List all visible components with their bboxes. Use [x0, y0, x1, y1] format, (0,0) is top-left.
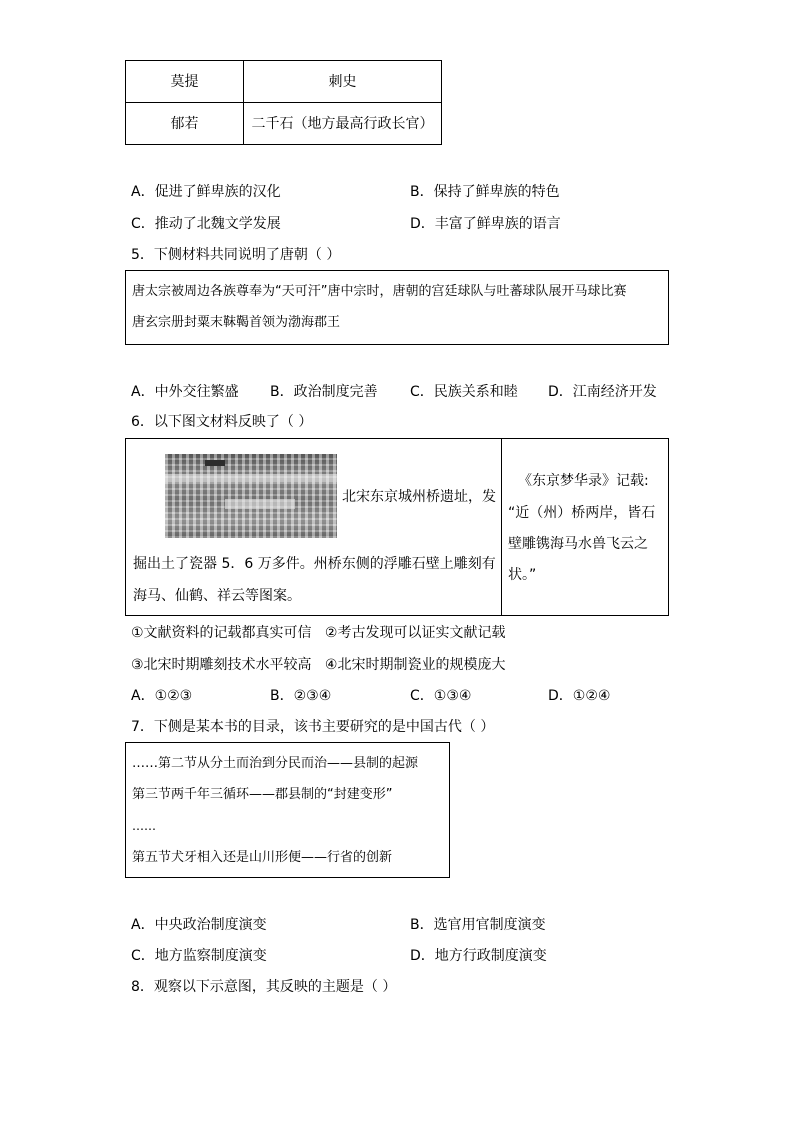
q6-divider [501, 438, 502, 616]
q6-right-text-line: “近（州）桥两岸，皆石 [508, 505, 656, 521]
q7-toc-line: ……第二节从分土而治到分民而治——县制的起源 [132, 756, 419, 771]
q7-option-c[interactable]: C．地方监察制度演变 [131, 948, 267, 964]
q7-toc-line: 第五节犬牙相入还是山川形便——行省的创新 [132, 850, 393, 865]
q6-option-a[interactable]: A．①②③ [131, 688, 193, 704]
q5-option-d[interactable]: D．江南经济开发 [548, 384, 657, 400]
table-cell-role: 刺史 [244, 61, 442, 103]
q5-option-a[interactable]: A．中外交往繁盛 [131, 384, 239, 400]
official-title-table [125, 60, 442, 145]
q6-option-b[interactable]: B．②③④ [270, 688, 332, 704]
q6-left-text-line: 掘出土了瓷器 5．6 万多件。州桥东侧的浮雕石壁上雕刻有 [133, 556, 496, 572]
q7-toc-line: …… [132, 819, 156, 833]
q6-option-c[interactable]: C．①③④ [410, 688, 472, 704]
q6-right-text-line: 《东京梦华录》记载: [518, 473, 649, 489]
q7-option-a[interactable]: A．中央政治制度演变 [131, 917, 267, 933]
q7-toc-line: 第三节两千年三循环——郡县制的“封建变形” [132, 787, 393, 802]
q6-statements-line: ①文献资料的记载都真实可信 ②考古发现可以证实文献记载 [131, 625, 506, 641]
q5-option-c[interactable]: C．民族关系和睦 [410, 384, 518, 400]
q6-left-text-line: 海马、仙鹤、祥云等图案。 [133, 588, 301, 604]
q8-stem: 8．观察以下示意图，其反映的主题是（ ） [131, 979, 397, 995]
q4-option-c[interactable]: C．推动了北魏文学发展 [131, 216, 281, 232]
q7-option-d[interactable]: D．地方行政制度演变 [410, 948, 547, 964]
q5-material-line: 唐玄宗册封粟末靺鞨首领为渤海郡王 [132, 315, 341, 330]
q6-right-text-line: 壁雕镌海马水兽飞云之 [508, 536, 648, 552]
q7-option-b[interactable]: B．选官用官制度演变 [410, 917, 546, 933]
q5-stem: 5．下侧材料共同说明了唐朝（ ） [131, 247, 341, 263]
q5-option-b[interactable]: B．政治制度完善 [270, 384, 378, 400]
q6-option-d[interactable]: D．①②④ [548, 688, 611, 704]
q4-option-d[interactable]: D．丰富了鲜卑族的语言 [410, 216, 561, 232]
table-cell-role: 二千石（地方最高行政长官） [244, 103, 442, 145]
q6-right-text-line: 状。” [508, 567, 537, 583]
q4-option-b[interactable]: B．保持了鲜卑族的特色 [410, 184, 560, 200]
q6-statements-line: ③北宋时期雕刻技术水平较高 ④北宋时期制瓷业的规模庞大 [131, 657, 506, 673]
q6-stem: 6．以下图文材料反映了（ ） [131, 414, 313, 430]
q6-photo-caption: 北宋东京城州桥遗址，发 [342, 489, 496, 505]
q4-option-a[interactable]: A．促进了鲜卑族的汉化 [131, 184, 281, 200]
table-cell-name: 莫提 [126, 61, 244, 103]
bridge-ruins-photo [165, 454, 337, 538]
q5-material-line: 唐太宗被周边各族尊奉为“天可汗”唐中宗时，唐朝的宫廷球队与吐蕃球队展开马球比赛 [132, 284, 627, 299]
table-cell-name: 郁若 [126, 103, 244, 145]
q7-stem: 7．下侧是某本书的目录，该书主要研究的是中国古代（ ） [131, 719, 495, 735]
q5-material-box [125, 270, 669, 345]
